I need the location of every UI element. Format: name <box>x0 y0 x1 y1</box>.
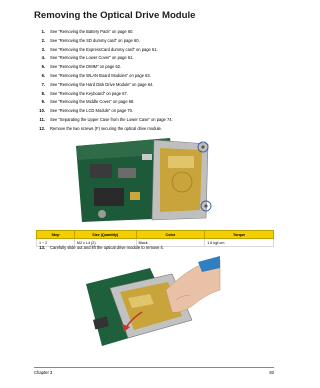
step-item <box>35 54 275 63</box>
step-text: See “Removing the LCD Module” on page 70. <box>50 108 134 114</box>
step-item <box>35 90 275 99</box>
step-number: 1. <box>41 29 45 34</box>
step-text: See “Removing the SD dummy card” on page 60. <box>50 37 140 43</box>
table-header-row <box>37 231 274 239</box>
footer-chapter: Chapter 3 <box>34 370 53 375</box>
step-item <box>35 245 164 251</box>
step-number: 5. <box>41 64 45 70</box>
step-item <box>35 72 275 81</box>
cell-step: 1 ~ 2 <box>37 239 75 247</box>
step-number: 12. <box>39 125 45 131</box>
step-number: 6. <box>41 72 45 78</box>
step-item <box>35 63 275 72</box>
step-text: Remove the two screws (F) securing the optical drive module. <box>50 125 162 131</box>
cell-torque: 1.6 kgf-cm <box>205 239 274 247</box>
step-number: 11. <box>39 116 45 122</box>
cell-size: M2 x L4 (2) <box>74 239 136 247</box>
step-item <box>35 28 275 37</box>
cell-color: Black <box>136 239 205 247</box>
step-text: Carefully slide out and lift the optical drive module to remove it. <box>50 245 164 250</box>
step-text: See “Removing the DIMM” on page 62. <box>50 64 122 70</box>
step-item <box>35 81 275 90</box>
step-text: See “Separating the Upper Case from the Lower Case” on page 74. <box>50 116 173 122</box>
column-header-size: Size (Quantity) <box>74 231 136 239</box>
step-text: See “Removing the Middle Cover” on page 68. <box>50 99 135 105</box>
step-number: 8. <box>41 90 45 96</box>
footer-page-number: 83 <box>269 370 274 375</box>
step-number: 9. <box>41 99 45 105</box>
column-header-torque: Torque <box>205 231 274 239</box>
step-item <box>35 98 275 107</box>
step-text: See “Removing the Keyboard” on page 67. <box>50 90 128 96</box>
step-text: See “Removing the Hard Disk Drive Module” on page 64. <box>50 81 154 87</box>
footer-divider <box>34 367 274 368</box>
step-item <box>35 46 275 55</box>
column-header-color: Color <box>136 231 205 239</box>
step-number: 13. <box>39 245 45 250</box>
step-text: See “Removing the Lower Cover” on page 61. <box>50 55 134 61</box>
step-number: 3. <box>41 46 45 52</box>
column-header-step: Step <box>37 231 75 239</box>
step-item <box>35 116 275 125</box>
step-item <box>35 37 275 46</box>
optical-drive-bay-photo <box>72 134 214 224</box>
page-title: Removing the Optical Drive Module <box>34 10 196 21</box>
step-text: See “Removing the WLAN Board Modules” on page 63. <box>50 72 151 78</box>
step-number: 10. <box>39 108 45 114</box>
step-text: See “Removing the Battery Pack” on page 60. <box>50 29 134 34</box>
step-item <box>35 107 275 116</box>
step-number: 2. <box>41 37 45 43</box>
step-item <box>35 125 275 134</box>
procedure-steps <box>35 28 275 134</box>
step-text: See “Removing the ExpressCard dummy card” on page 61. <box>50 46 158 52</box>
step-number: 4. <box>41 55 45 61</box>
remove-optical-drive-photo <box>80 254 222 350</box>
step-number: 7. <box>41 81 45 87</box>
